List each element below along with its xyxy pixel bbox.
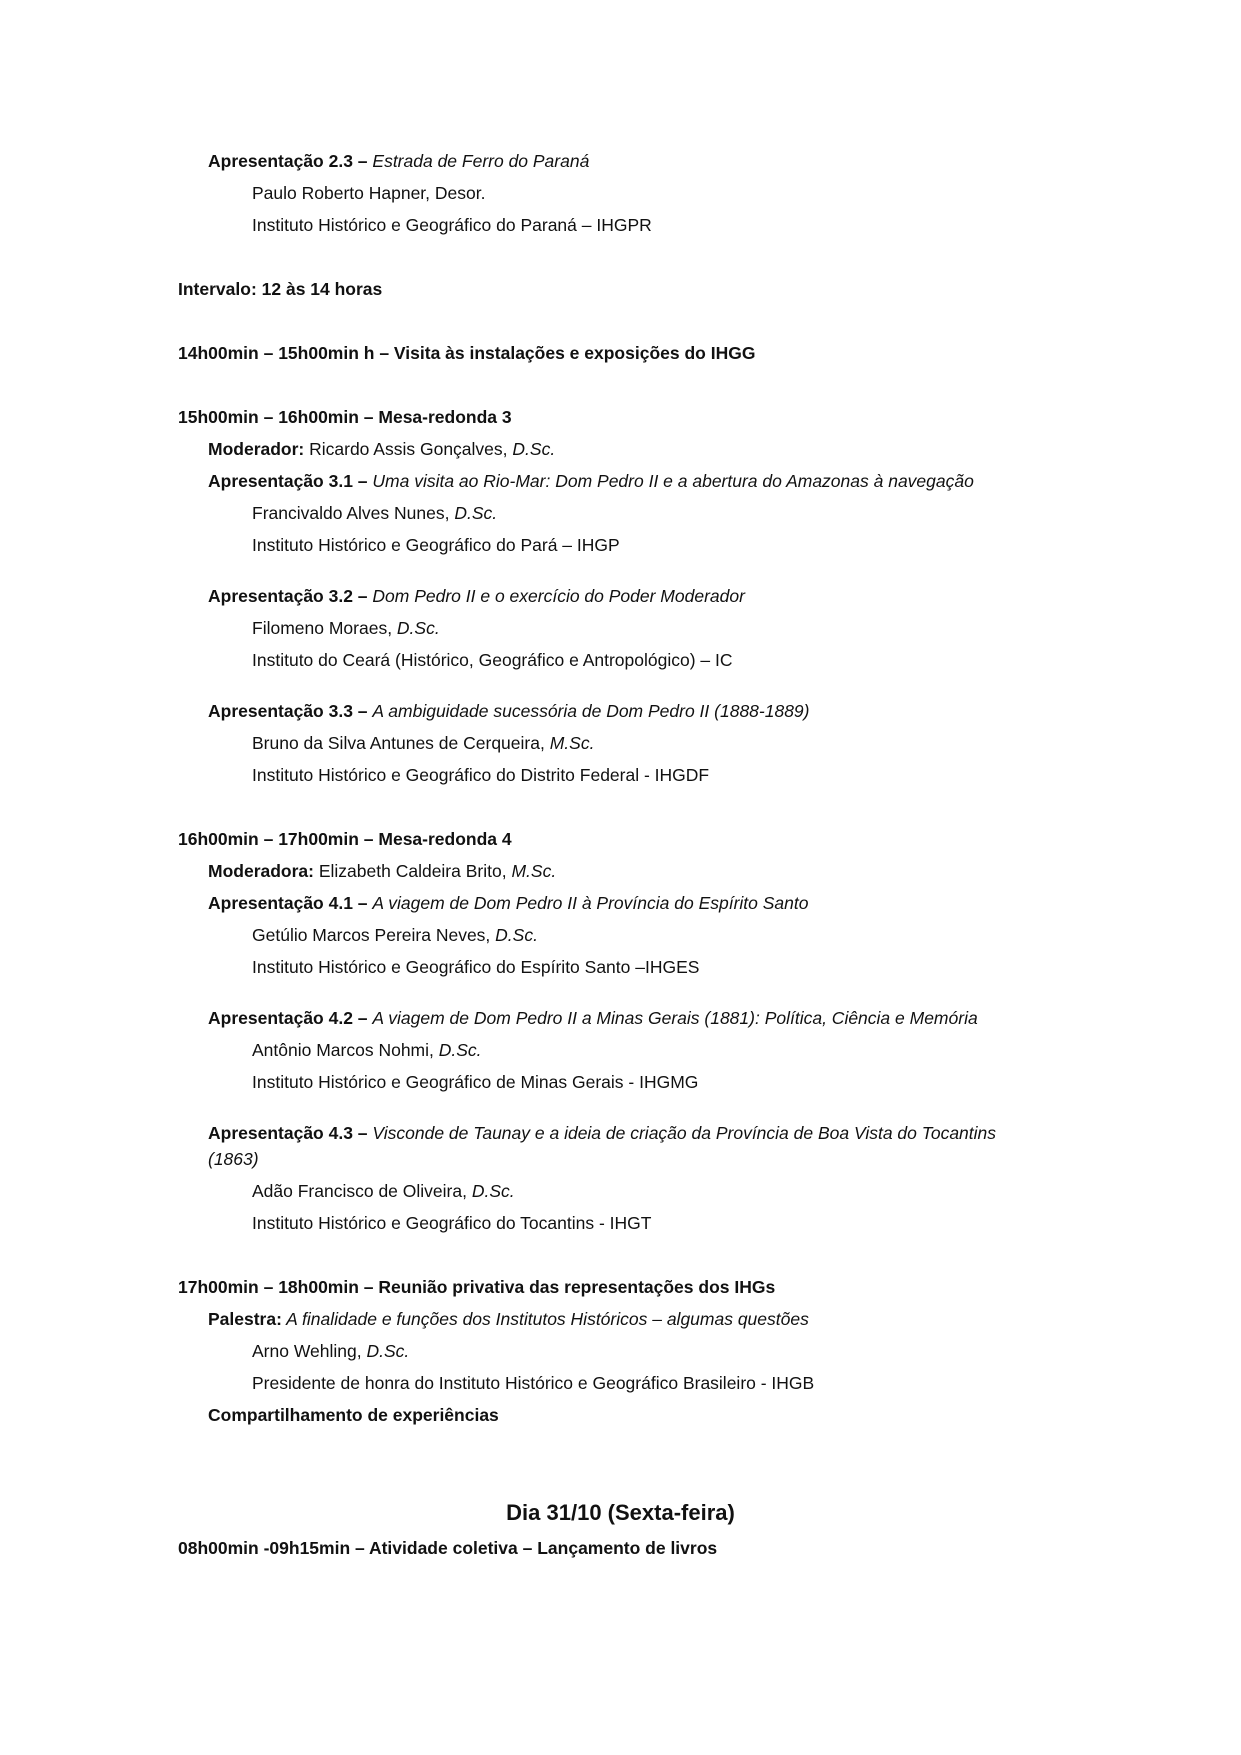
session-heading-meeting: 17h00min – 18h00min – Reunião privativa das representações dos IHGs	[178, 1277, 776, 1297]
speaker-line	[252, 1339, 409, 1363]
presentation-title: A ambiguidade sucessória de Dom Pedro II (1888-1889)	[372, 701, 810, 721]
speaker-line	[252, 731, 594, 755]
talk-title: A finalidade e funções dos Institutos Históricos – algumas questões	[281, 1309, 809, 1329]
speaker-line	[252, 501, 497, 525]
day-first-item: 08h00min -09h15min – Atividade coletiva – Lançamento de livros	[178, 1538, 718, 1558]
institute-name: Instituto Histórico e Geográfico do Tocantins - IHGT	[252, 1213, 652, 1233]
session-heading-mesa-4: 16h00min – 17h00min – Mesa-redonda 4	[178, 829, 512, 849]
presentation-label: Apresentação 4.2 –	[208, 1008, 373, 1028]
speaker-degree: D.Sc.	[366, 1341, 410, 1361]
speaker-name: Paulo Roberto Hapner, Desor.	[252, 183, 486, 203]
presentation-4-3-line	[208, 1121, 996, 1145]
speaker-name: Francivaldo Alves Nunes,	[252, 503, 455, 523]
speaker-name: Getúlio Marcos Pereira Neves,	[252, 925, 496, 945]
presentation-title-continuation: (1863)	[208, 1149, 259, 1169]
moderator-name: Elizabeth Caldeira Brito,	[313, 861, 512, 881]
sharing-line: Compartilhamento de experiências	[208, 1405, 499, 1425]
moderator-degree: D.Sc.	[512, 439, 556, 459]
speaker-name: Antônio Marcos Nohmi,	[252, 1040, 439, 1060]
presentation-title: Uma visita ao Rio-Mar: Dom Pedro II e a abertura do Amazonas à navegação	[372, 471, 974, 491]
speaker-name: Bruno da Silva Antunes de Cerqueira,	[252, 733, 550, 753]
presentation-3-1-line	[208, 469, 974, 493]
presentation-label: Apresentação 2.3 –	[208, 151, 373, 171]
institute-name: Presidente de honra do Instituto Histórico e Geográfico Brasileiro - IHGB	[252, 1373, 815, 1393]
visit-line: 14h00min – 15h00min h – Visita às instalações e exposições do IHGG	[178, 343, 756, 363]
speaker-degree: D.Sc.	[495, 925, 538, 945]
speaker-degree: M.Sc.	[549, 733, 595, 753]
moderator-label: Moderador:	[208, 439, 305, 459]
moderator-label: Moderadora:	[208, 861, 314, 881]
presentation-title: Visconde de Taunay e a ideia de criação da Província de Boa Vista do Tocantins	[372, 1123, 997, 1143]
presentation-title: Estrada de Ferro do Paraná	[372, 151, 590, 171]
presentation-2-3-line	[208, 149, 589, 173]
moderator-line	[208, 437, 555, 461]
speaker-line	[252, 1179, 515, 1203]
session-heading-mesa-3: 15h00min – 16h00min – Mesa-redonda 3	[178, 407, 512, 427]
presentation-label: Apresentação 4.1 –	[208, 893, 373, 913]
moderator-name: Ricardo Assis Gonçalves,	[304, 439, 513, 459]
moderator-line	[208, 859, 556, 883]
institute-name: Instituto Histórico e Geográfico do Paraná – IHGPR	[252, 215, 652, 235]
talk-label: Palestra:	[208, 1309, 282, 1329]
speaker-line	[252, 1038, 482, 1062]
presentation-label: Apresentação 3.3 –	[208, 701, 373, 721]
institute-name: Instituto do Ceará (Histórico, Geográfico e Antropológico) – IC	[252, 650, 733, 670]
talk-line	[208, 1307, 809, 1331]
presentation-label: Apresentação 3.2 –	[208, 586, 373, 606]
speaker-degree: D.Sc.	[396, 618, 440, 638]
presentation-4-1-line	[208, 891, 809, 915]
speaker-degree: D.Sc.	[454, 503, 498, 523]
presentation-3-2-line	[208, 584, 745, 608]
institute-name: Instituto Histórico e Geográfico de Minas Gerais - IHGMG	[252, 1072, 699, 1092]
institute-name: Instituto Histórico e Geográfico do Espírito Santo –IHGES	[252, 957, 700, 977]
presentation-label: Apresentação 3.1 –	[208, 471, 373, 491]
moderator-degree: M.Sc.	[511, 861, 557, 881]
presentation-label: Apresentação 4.3 –	[208, 1123, 373, 1143]
day-heading: Dia 31/10 (Sexta-feira)	[506, 1500, 735, 1525]
speaker-name: Filomeno Moraes,	[252, 618, 397, 638]
speaker-name: Arno Wehling,	[252, 1341, 367, 1361]
presentation-3-3-line	[208, 699, 810, 723]
presentation-title: A viagem de Dom Pedro II a Minas Gerais (1881): Política, Ciência e Memória	[372, 1008, 978, 1028]
speaker-degree: D.Sc.	[438, 1040, 482, 1060]
presentation-title: A viagem de Dom Pedro II à Província do Espírito Santo	[372, 893, 809, 913]
presentation-title: Dom Pedro II e o exercício do Poder Moderador	[372, 586, 745, 606]
interval-line: Intervalo: 12 às 14 horas	[178, 279, 383, 299]
institute-name: Instituto Histórico e Geográfico do Pará – IHGP	[252, 535, 620, 555]
presentation-4-2-line	[208, 1006, 978, 1030]
speaker-name: Adão Francisco de Oliveira,	[252, 1181, 472, 1201]
institute-name: Instituto Histórico e Geográfico do Distrito Federal - IHGDF	[252, 765, 710, 785]
speaker-line	[252, 616, 440, 640]
speaker-line	[252, 923, 538, 947]
speaker-degree: D.Sc.	[471, 1181, 515, 1201]
